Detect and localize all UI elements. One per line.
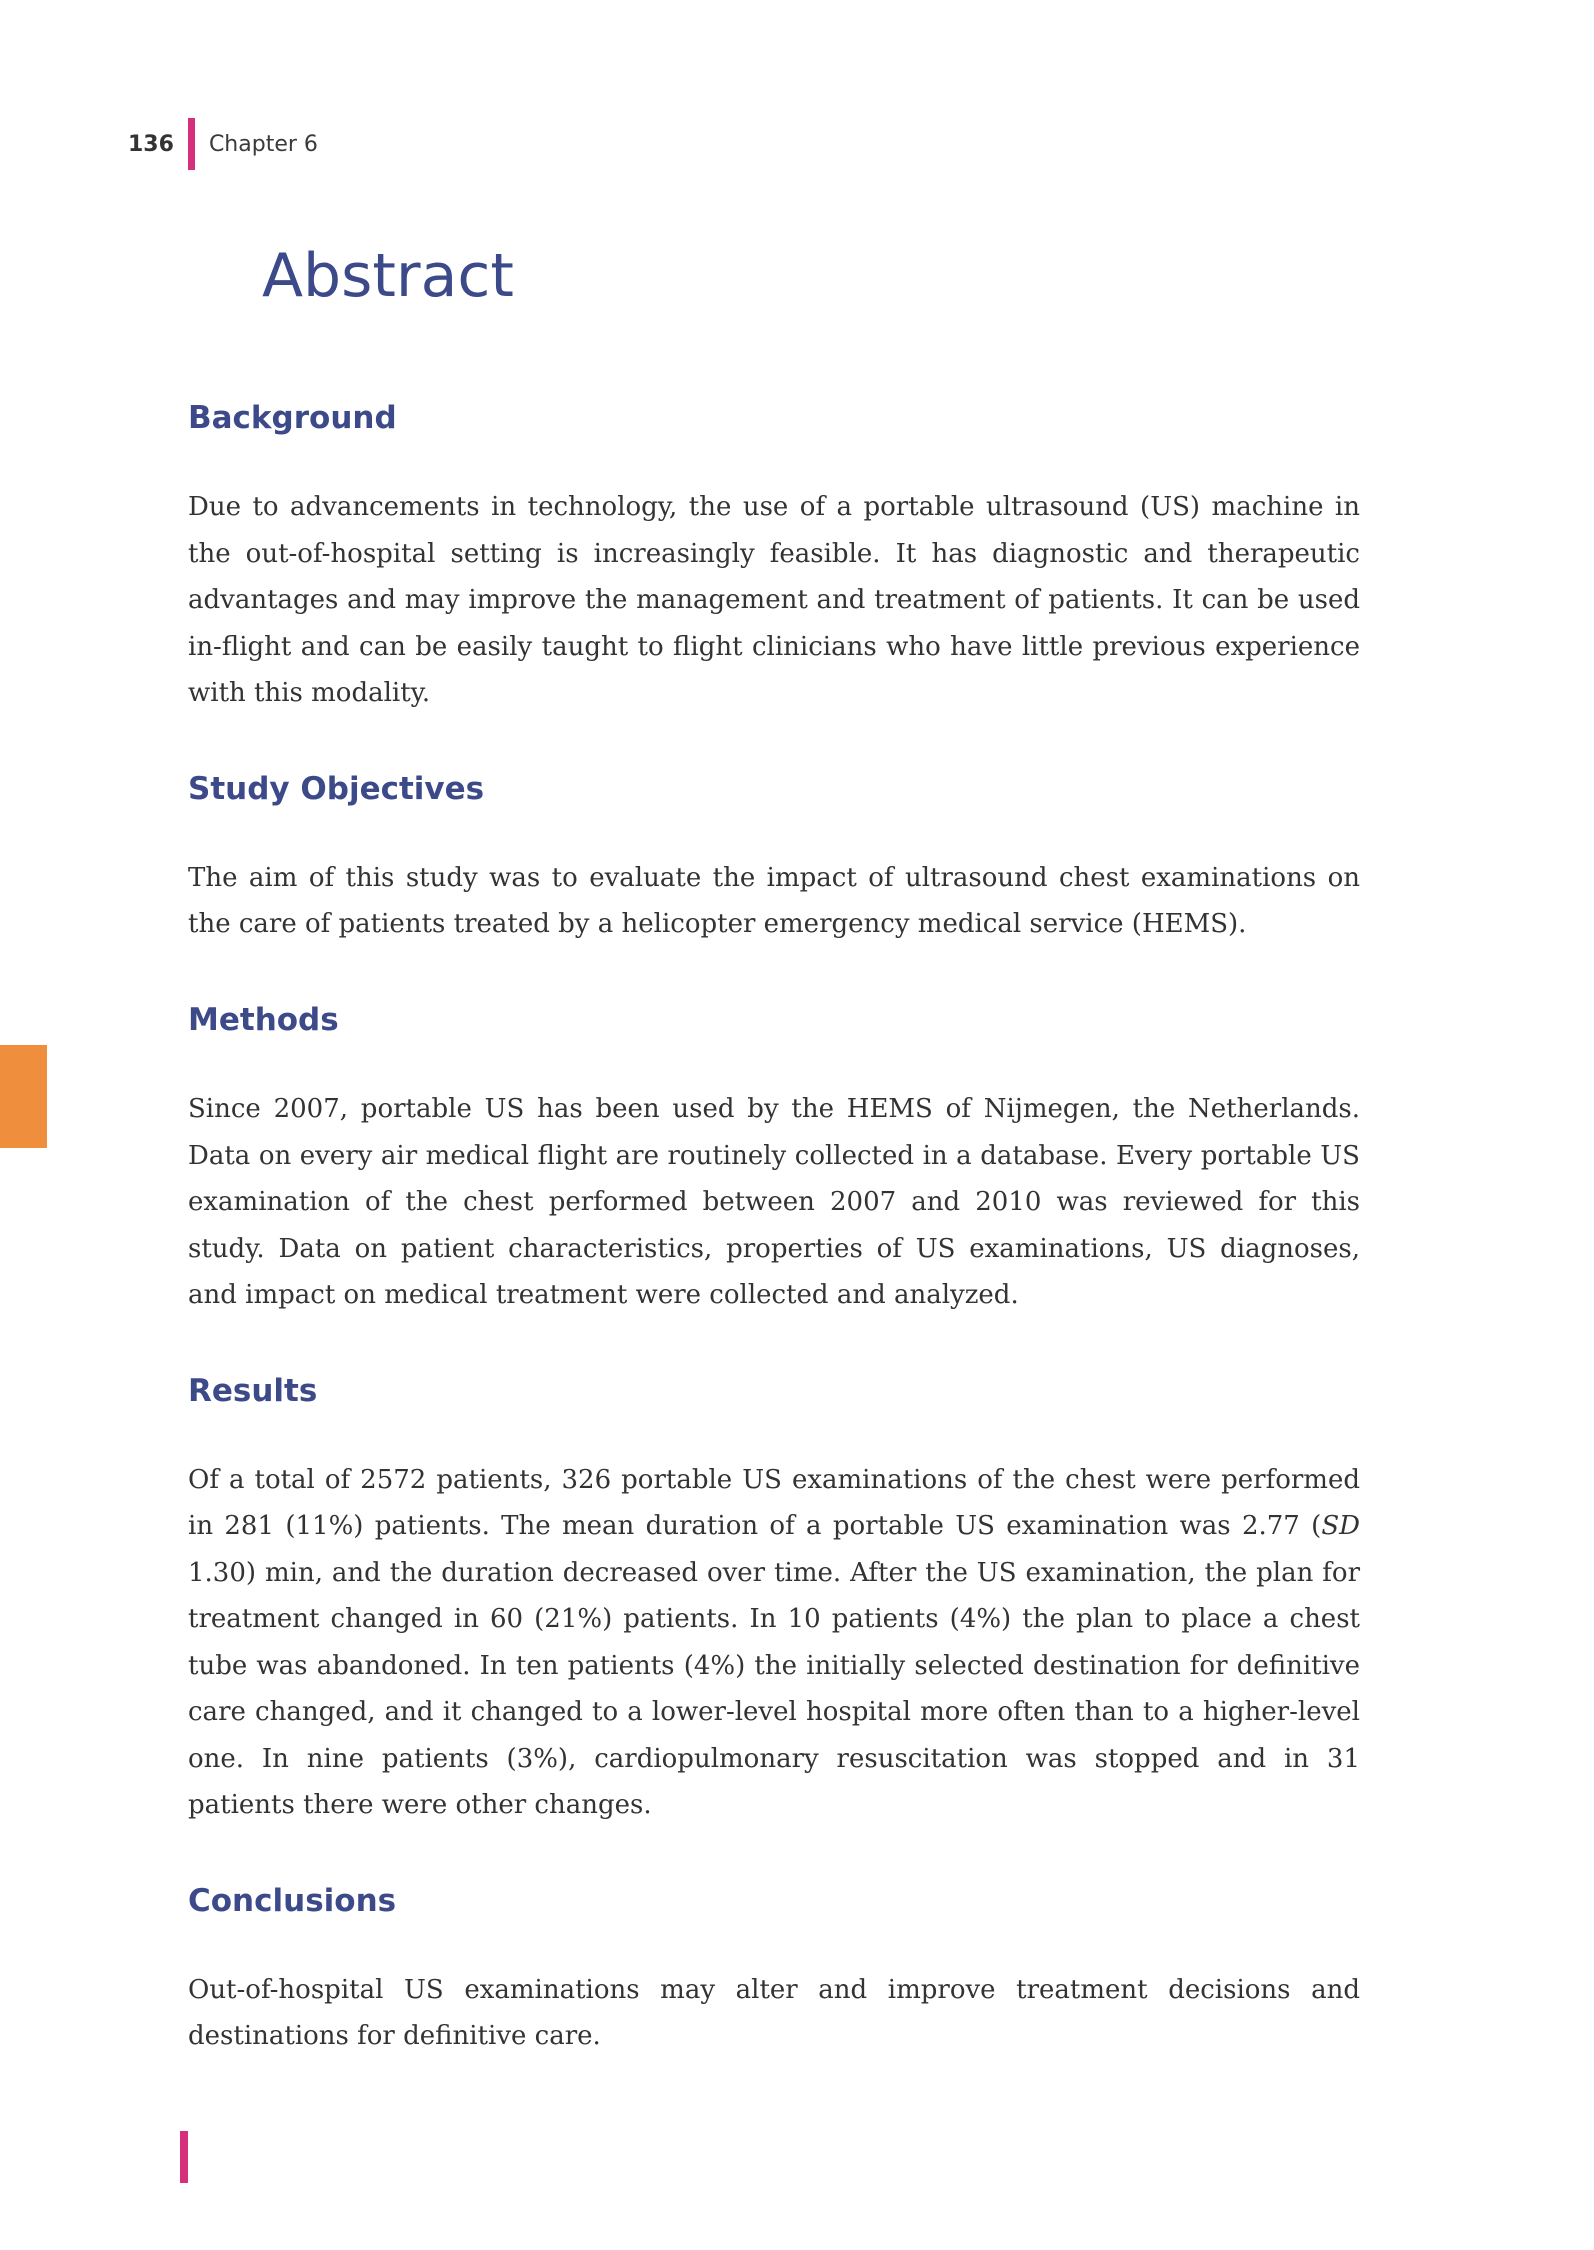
section-heading: Study Objectives	[188, 770, 485, 807]
section-body: The aim of this study was to evaluate the impact of ultrasound chest examinations on the care of patients treated by a helicopter emergency medical service (HEMS).	[188, 862, 1360, 940]
section-body: Out-of-hospital US examinations may alter and improve treatment decisions and destinations for definitive care.	[188, 1974, 1360, 2052]
page-title: Abstract	[262, 241, 514, 311]
section-conclusions	[188, 1883, 1360, 2060]
running-header	[128, 118, 318, 170]
abstract-content	[188, 400, 1360, 2114]
header-accent-bar	[188, 118, 195, 170]
section-body: Since 2007, portable US has been used by the HEMS of Nijmegen, the Netherlands. Data on every air medical flight are routinely collected in a database. Every portable US examination of the chest performed between 2007 and 2010 was reviewed for this study. Data on patient characteristics, properties of US examinations, US diagnoses, and impact on medical treatment were collected and analyzed.	[188, 1094, 1360, 1311]
section-background	[188, 400, 1360, 717]
section-heading: Conclusions	[188, 1882, 397, 1919]
chapter-label: Chapter 6	[208, 131, 318, 157]
results-text-part-1: Of a total of 2572 patients, 326 portable US examinations of the chest were performed in 281 (11%) patients. The mean duration of a portable US examination was 2.77 (	[188, 1464, 1360, 1542]
section-study-objectives	[188, 771, 1360, 948]
results-text-part-2: 1.30) min, and the duration decreased over time. After the US examination, the plan for treatment changed in 60 (21%) patients. In 10 patients (4%) the plan to place a chest tube was abandoned. In ten patients (4%) the initially selected destination for definitive care changed, and it changed to a lower-level hospital more often than to a higher-level one. In nine patients (3%), cardiopulmonary resuscitation was stopped and in 31 patients there were other changes.	[188, 1557, 1360, 1821]
section-heading: Background	[188, 400, 397, 436]
footer-accent-bar	[180, 2131, 188, 2183]
section-heading: Results	[188, 1372, 318, 1409]
page-number: 136	[128, 131, 174, 157]
chapter-side-tab	[0, 1045, 47, 1148]
sd-abbreviation: SD	[1321, 1511, 1360, 1542]
section-heading: Methods	[188, 1001, 339, 1038]
section-results	[188, 1373, 1360, 1829]
section-body	[188, 1457, 1360, 1829]
section-methods	[188, 1002, 1360, 1319]
section-body: Due to advancements in technology, the use of a portable ultrasound (US) machine in the out-of-hospital setting is increasingly feasible. It has diagnostic and therapeutic advantages and may improve the management and treatment of patients. It can be used in-flight and can be easily taught to flight clinicians who have little previous experience with this modality.	[188, 492, 1360, 709]
